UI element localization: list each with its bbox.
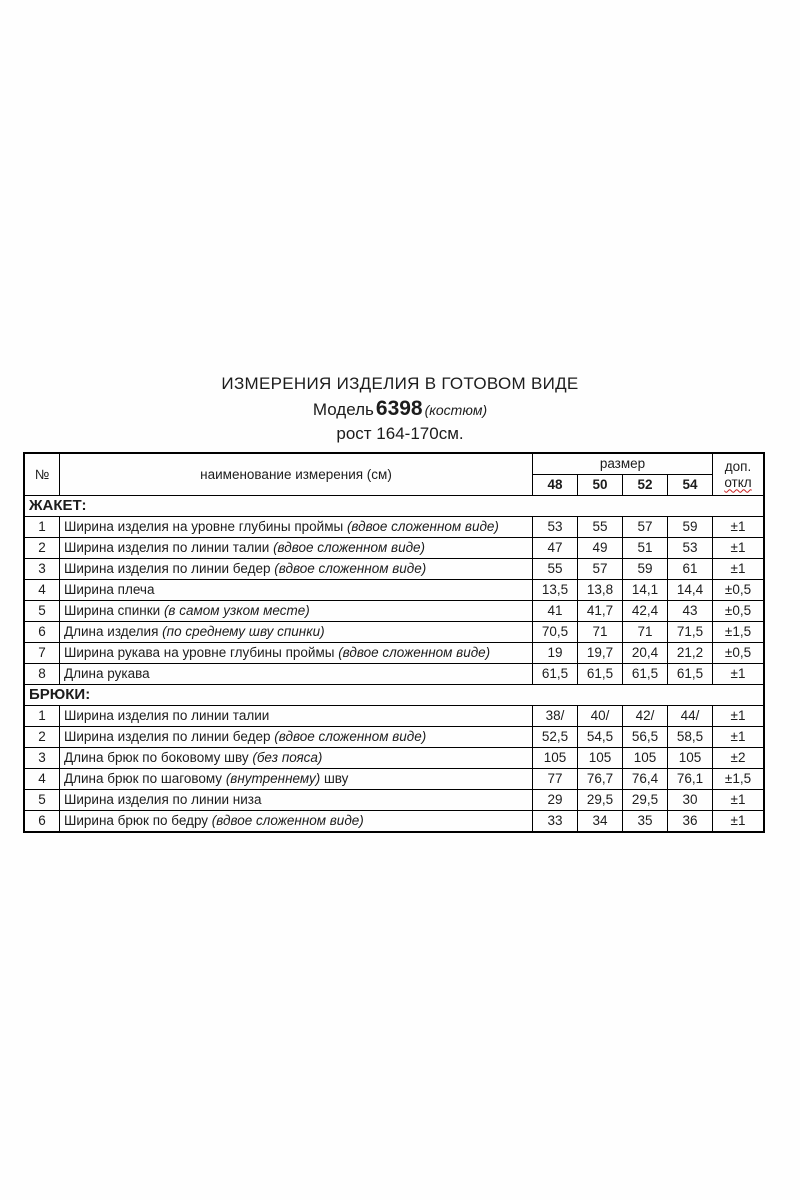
table-row xyxy=(24,538,764,559)
size-value: 29,5 xyxy=(578,790,623,811)
header-size-52: 52 xyxy=(623,475,668,496)
header-size: размер xyxy=(533,453,713,475)
row-number: 2 xyxy=(24,538,60,559)
size-value: 56,5 xyxy=(623,727,668,748)
header-tolerance-line2: откл xyxy=(724,474,752,490)
size-value: 61,5 xyxy=(533,664,578,685)
row-number: 1 xyxy=(24,517,60,538)
section-band-trousers xyxy=(24,685,764,706)
model-type: (костюм) xyxy=(424,402,488,418)
model-number: 6398 xyxy=(375,397,423,420)
row-number: 3 xyxy=(24,748,60,769)
size-value: 43 xyxy=(668,601,713,622)
measurement-note: (вдвое сложенном виде) xyxy=(273,540,426,556)
size-value: 105 xyxy=(533,748,578,769)
measurement-name-text: Ширина изделия по линии низа xyxy=(64,792,262,808)
measurement-name-text: Ширина изделия на уровне глубины проймы xyxy=(64,519,347,535)
measurement-name-text: Длина брюк по шаговому xyxy=(64,771,226,787)
measurement-name xyxy=(60,664,533,685)
measurement-name-text: Ширина плеча xyxy=(64,582,155,598)
size-value: 19,7 xyxy=(578,643,623,664)
table-row xyxy=(24,517,764,538)
row-number: 8 xyxy=(24,664,60,685)
model-label: Модель xyxy=(312,400,374,419)
size-value: 19 xyxy=(533,643,578,664)
header-size-48: 48 xyxy=(533,475,578,496)
measurement-note: (по среднему шву спинки) xyxy=(162,624,325,640)
document-title: ИЗМЕРЕНИЯ ИЗДЕЛИЯ В ГОТОВОМ ВИДЕ xyxy=(221,374,579,393)
measurement-note: (без пояса) xyxy=(252,750,323,766)
measurement-name xyxy=(60,559,533,580)
measurement-name-text: Ширина изделия по линии бедер xyxy=(64,729,275,745)
table-row xyxy=(24,769,764,790)
header-size-50: 50 xyxy=(578,475,623,496)
row-number: 4 xyxy=(24,580,60,601)
row-number: 2 xyxy=(24,727,60,748)
table-row xyxy=(24,790,764,811)
tolerance-value: ±1,5 xyxy=(713,769,765,790)
measurement-name xyxy=(60,538,533,559)
tolerance-value: ±1 xyxy=(713,811,765,833)
measurement-name xyxy=(60,706,533,727)
measurement-name-after: шву xyxy=(320,771,349,787)
tolerance-value: ±1 xyxy=(713,517,765,538)
measurements-table xyxy=(23,452,765,833)
measurement-name-text: Длина брюк по боковому шву xyxy=(64,750,253,766)
row-number: 6 xyxy=(24,622,60,643)
table-row xyxy=(24,811,764,833)
table-row xyxy=(24,622,764,643)
measurement-name-text: Длина изделия xyxy=(64,624,163,640)
tolerance-value: ±1 xyxy=(713,727,765,748)
measurement-name xyxy=(60,622,533,643)
row-number: 5 xyxy=(24,601,60,622)
measurement-name xyxy=(60,580,533,601)
size-value: 21,2 xyxy=(668,643,713,664)
measurement-note: (вдвое сложенном виде) xyxy=(211,813,364,829)
size-value: 34 xyxy=(578,811,623,833)
tolerance-value: ±0,5 xyxy=(713,643,765,664)
measurement-name xyxy=(60,748,533,769)
table-row xyxy=(24,580,764,601)
measurement-name xyxy=(60,727,533,748)
row-number: 5 xyxy=(24,790,60,811)
size-value: 61 xyxy=(668,559,713,580)
measurement-name xyxy=(60,517,533,538)
size-value: 47 xyxy=(533,538,578,559)
size-value: 61,5 xyxy=(578,664,623,685)
header-tolerance xyxy=(713,453,765,496)
table-header-row xyxy=(24,453,764,475)
tolerance-value: ±1 xyxy=(713,538,765,559)
tolerance-value: ±2 xyxy=(713,748,765,769)
size-value: 55 xyxy=(533,559,578,580)
table-row xyxy=(24,559,764,580)
measurement-note: (вдвое сложенном виде) xyxy=(274,729,427,745)
measurement-note: (в самом узком месте) xyxy=(163,603,310,619)
size-value: 51 xyxy=(623,538,668,559)
model-line xyxy=(0,397,800,421)
row-number: 4 xyxy=(24,769,60,790)
table-row xyxy=(24,664,764,685)
table-row xyxy=(24,727,764,748)
header-measurement-name: наименование измерения (см) xyxy=(60,453,533,496)
row-number: 7 xyxy=(24,643,60,664)
measurement-name-text: Ширина рукава на уровне глубины проймы xyxy=(64,645,339,661)
measurement-name-text: Ширина изделия по линии талии xyxy=(64,540,274,556)
measurement-name-text: Ширина изделия по линии бедер xyxy=(64,561,275,577)
tolerance-value: ±1 xyxy=(713,664,765,685)
row-number: 6 xyxy=(24,811,60,833)
size-value: 52,5 xyxy=(533,727,578,748)
header-size-54: 54 xyxy=(668,475,713,496)
measurement-name-text: Ширина спинки xyxy=(64,603,164,619)
header-number: № xyxy=(24,453,60,496)
size-value: 57 xyxy=(623,517,668,538)
size-value: 40/ xyxy=(578,706,623,727)
measurement-name xyxy=(60,643,533,664)
size-value: 53 xyxy=(668,538,713,559)
section-label: ЖАКЕТ: xyxy=(24,496,764,517)
size-value: 59 xyxy=(668,517,713,538)
size-value: 14,4 xyxy=(668,580,713,601)
size-value: 105 xyxy=(578,748,623,769)
tolerance-value: ±1 xyxy=(713,790,765,811)
size-value: 44/ xyxy=(668,706,713,727)
size-value: 38/ xyxy=(533,706,578,727)
measurement-note: (внутреннему) xyxy=(225,771,321,787)
size-value: 55 xyxy=(578,517,623,538)
table-row xyxy=(24,643,764,664)
size-value: 76,4 xyxy=(623,769,668,790)
size-value: 13,8 xyxy=(578,580,623,601)
tolerance-value: ±1 xyxy=(713,706,765,727)
measurement-name-text: Ширина брюк по бедру xyxy=(64,813,212,829)
size-value: 70,5 xyxy=(533,622,578,643)
measurement-note: (вдвое сложенном виде) xyxy=(338,645,491,661)
size-value: 54,5 xyxy=(578,727,623,748)
table-row xyxy=(24,748,764,769)
measurement-name xyxy=(60,790,533,811)
size-value: 76,7 xyxy=(578,769,623,790)
tolerance-value: ±1 xyxy=(713,559,765,580)
section-band-jacket xyxy=(24,496,764,517)
measurement-name-text: Ширина изделия по линии талии xyxy=(64,708,270,724)
size-value: 71 xyxy=(578,622,623,643)
measurement-note: (вдвое сложенном виде) xyxy=(346,519,499,535)
size-value: 35 xyxy=(623,811,668,833)
size-value: 29 xyxy=(533,790,578,811)
size-value: 36 xyxy=(668,811,713,833)
size-value: 49 xyxy=(578,538,623,559)
size-value: 71,5 xyxy=(668,622,713,643)
size-value: 29,5 xyxy=(623,790,668,811)
measurement-name-text: Длина рукава xyxy=(64,666,150,682)
size-value: 30 xyxy=(668,790,713,811)
measurement-name xyxy=(60,601,533,622)
size-value: 61,5 xyxy=(668,664,713,685)
size-value: 105 xyxy=(623,748,668,769)
size-value: 53 xyxy=(533,517,578,538)
size-value: 41 xyxy=(533,601,578,622)
row-number: 3 xyxy=(24,559,60,580)
tolerance-value: ±0,5 xyxy=(713,580,765,601)
section-label: БРЮКИ: xyxy=(24,685,764,706)
height-line: рост 164-170см. xyxy=(336,424,464,443)
measurement-note: (вдвое сложенном виде) xyxy=(274,561,427,577)
tolerance-value: ±0,5 xyxy=(713,601,765,622)
size-value: 13,5 xyxy=(533,580,578,601)
size-value: 42,4 xyxy=(623,601,668,622)
size-value: 41,7 xyxy=(578,601,623,622)
size-value: 61,5 xyxy=(623,664,668,685)
size-value: 57 xyxy=(578,559,623,580)
row-number: 1 xyxy=(24,706,60,727)
table-row xyxy=(24,706,764,727)
size-value: 42/ xyxy=(623,706,668,727)
size-value: 59 xyxy=(623,559,668,580)
size-value: 20,4 xyxy=(623,643,668,664)
size-value: 105 xyxy=(668,748,713,769)
size-value: 33 xyxy=(533,811,578,833)
measurement-name xyxy=(60,769,533,790)
table-row xyxy=(24,601,764,622)
tolerance-value: ±1,5 xyxy=(713,622,765,643)
size-value: 76,1 xyxy=(668,769,713,790)
header-tolerance-line1: доп. xyxy=(724,458,752,474)
title-block xyxy=(0,374,800,444)
size-value: 14,1 xyxy=(623,580,668,601)
size-value: 77 xyxy=(533,769,578,790)
size-value: 58,5 xyxy=(668,727,713,748)
measurement-name xyxy=(60,811,533,833)
size-value: 71 xyxy=(623,622,668,643)
